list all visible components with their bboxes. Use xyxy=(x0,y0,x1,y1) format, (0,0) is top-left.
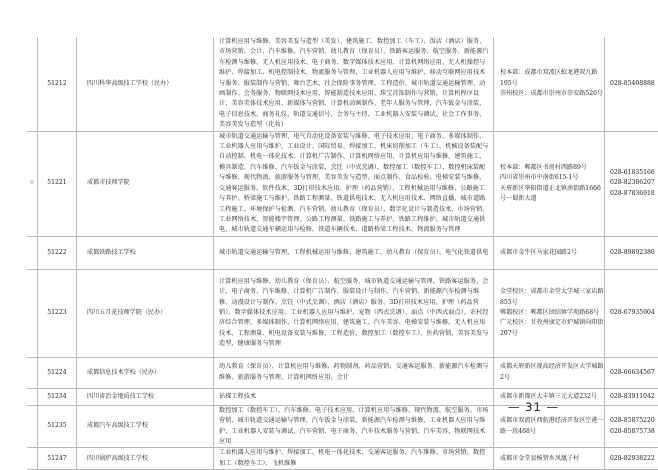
address-cell xyxy=(494,131,605,236)
majors-cell xyxy=(214,448,494,470)
address-cell xyxy=(494,448,605,470)
school-code: 51247 xyxy=(38,448,77,470)
table-row xyxy=(27,357,658,388)
phone-number: 028-82386207 xyxy=(610,178,658,188)
school-code: 51221 xyxy=(38,131,77,236)
phone-cell xyxy=(605,357,658,388)
school-code: 51223 xyxy=(38,269,77,357)
address-line: 成都市金牛区马家花园路2号 xyxy=(500,248,604,258)
school-name: 成都铁路技工学校 xyxy=(77,236,214,269)
address-cell xyxy=(494,37,605,131)
address-cell xyxy=(494,236,605,269)
table-row xyxy=(27,405,658,448)
address-line: 郫都校区：郫都区团结镇学苑路68号 xyxy=(500,308,604,318)
key-school-mark xyxy=(27,269,38,357)
address-line: 四川省崇州市中南街615-1号 xyxy=(500,173,604,183)
table-row xyxy=(27,131,658,236)
majors-cell xyxy=(214,236,494,269)
school-code: 51235 xyxy=(38,405,77,448)
phone-number: 028-85875220 xyxy=(610,416,658,426)
key-school-mark xyxy=(27,405,38,448)
majors-list: 钻探工程技术 xyxy=(219,392,489,402)
phone-cell xyxy=(605,448,658,470)
address-line: 成都天府新区视高经济开发区大学城路2号 xyxy=(500,362,604,383)
key-school-mark xyxy=(27,448,38,470)
phone-cell xyxy=(605,388,658,405)
majors-list: 计算机应用与维修、幼儿教育（保育员）、航空服务、城市轨道交通运输与管理、铁路客运服务、会计、电子商务、汽车维修、计算机广告制作、服装设计与制作、汽车营销、新能源汽车检测与维修、动漫设计与制作、烹饪（中式烹调）、酒店（酒店）服务、3D打印技术应用、护理（药品营销）、数字媒体技术应用、工业机器人应用与维护、宠物（西式烹调）、面点（中西式面点）、农村经济综合管理、多媒体制作、计算机网络应用、建筑施工、汽车美容、电梯安装与维修、无人机应用技术、工程测量、机电设备安装与维修、工程造价、数控加工（数控车工）、医药营销、美容美发与造型、健康服务与管理 xyxy=(219,277,489,350)
school-name: 成都汽车高级技工学校 xyxy=(77,405,214,448)
majors-cell xyxy=(214,405,494,448)
school-table xyxy=(27,37,658,470)
phone-cell xyxy=(605,37,658,131)
majors-cell xyxy=(214,388,494,405)
key-school-mark xyxy=(27,37,38,131)
phone-number: 028-87836918 xyxy=(610,189,658,199)
phone-number: 028-83911042 xyxy=(610,392,658,402)
table-row xyxy=(27,388,658,405)
school-code: 51222 xyxy=(38,236,77,269)
majors-list: 幼儿教育（保育员）、计算机应用与维修、药物制剂、药品营销、交通客运服务、新能源汽车检测与维修、旅游服务与管理、计算机网络应用、会计 xyxy=(219,362,489,383)
phone-cell xyxy=(605,269,658,357)
phone-number: 028-82938222 xyxy=(610,454,658,464)
address-line: 广元校区：甘孜州康定市炉城镇向阳街207号 xyxy=(500,318,604,339)
school-name: 成都信息技术学校（民办） xyxy=(77,357,214,388)
key-school-mark xyxy=(27,357,38,388)
school-table-body xyxy=(27,37,658,470)
majors-list: 计算机应用与维修、美容美发与造型（美发）、建筑施工、数控加工（车工）、饭店（酒店）服务、市场营销、会计、汽车维修、汽车营销、幼儿教育（保育员）、铁路客运服务、航空服务、新能源汽车检测与维修、无人机应用技术、电子商务、数字媒体技术应用、计算机网络应用、无人机操控与维护、焊接加工、机电控制技术、物流服务与管理、工业机器人应用与维护、移动互联网应用技术与服务、服装制作与营销、舞台艺术、社会保险事务管理、工程造价、城市轨道交通运输管理、动画制作、会务服务、物联网技术应用、智能制造技术应用、珠宝首饰制作与营销、计算机程序设计、美容美体技术应用、新媒体与营销、计算机动画制作、老年人服务与管理、汽车钣金与涂装、电子信息技术、商务礼仪、轨道交通信号、会务与主持、工业机器人安装与调试、社会工作事务、美容美发与造型（化妆） xyxy=(219,37,489,131)
table-row xyxy=(27,236,658,269)
majors-cell xyxy=(214,37,494,131)
address-line: 成都市双流区西航港经济开发区空港一路一段468号 xyxy=(500,416,604,437)
phone-cell xyxy=(605,131,658,236)
majors-list: 工业机器人应用与维护、焊接加工、机电一体化技术、交通客运服务、汽车维修、市场营销、数控加工（数控车工）、飞机维修 xyxy=(219,448,489,469)
key-school-mark: ☆ xyxy=(27,131,38,236)
school-code: 51224 xyxy=(38,357,77,388)
school-name: 四川五月花技师学院（民办） xyxy=(77,269,214,357)
address-cell xyxy=(494,357,605,388)
key-school-mark xyxy=(27,236,38,269)
school-code: 51212 xyxy=(38,37,77,131)
school-name: 四川科华高级技工学校（民办） xyxy=(77,37,214,131)
majors-list: 城市轨道交通运输与管理、工程机械运用与维修、建筑施工、幼儿教育（保育员）、电气化铁道供电 xyxy=(219,248,489,258)
phone-number: 028-66634567 xyxy=(610,368,658,378)
address-line: 成都市新都区大丰镇三元大道232号 xyxy=(500,392,604,402)
table-row xyxy=(27,448,658,470)
address-line: 校本部：成都市双流区蛟龙港双九路195号 xyxy=(500,68,604,89)
key-school-mark xyxy=(27,388,38,405)
table-row xyxy=(27,37,658,131)
majors-cell xyxy=(214,131,494,236)
phone-cell xyxy=(605,405,658,448)
address-line: 天府新区华阳街道正北镇南街路1666号一蜀新大道 xyxy=(500,184,604,205)
table-row xyxy=(27,269,658,357)
address-line: 崇州校区：成都市崇州市崇安路526号 xyxy=(500,89,604,99)
address-line: 成都市金堂县杨贤乡凤凰子村 xyxy=(500,454,604,464)
phone-number: 028-89892380 xyxy=(610,248,658,258)
school-name: 四川省冶金地质技工学校 xyxy=(77,388,214,405)
page-number: — 31 — xyxy=(508,400,559,414)
majors-list: 城市轨道交通运输与管理、电气自动化设备安装与维修、电子技术应用、电子商务、多媒体制作、工业机器人应用与维护、工业设计、国际贸易、焊接加工、机床切削加工（车工）、机械设备装配与自动控制、机电一体化技术、计算机广告制作、计算机网络应用、计算机应用与维修、建筑施工、模具制造、汽车维修、汽车钣金与涂装、烹饪（中式烹调）、数控加工（数控车工）、数控机床装配与维修、现代物流、旅游服务与管理、美容美发与造型、面点制作、食品检验、电梯安装与维修、交通客运服务、软件技术、3D打印技术应用、护理（药品营销）、工程机械运用与维修、公路施工与养护、桥梁施工与维护、铁路工程测量、铁道供电技术、无人机应用技术、网络直播、城市道路工程施工、环境保护与检测、汽车营销、幼儿教育（保育员）、数字化设计与制造技术、市场营销、工业网络技术、智能楼宇管理、公路工程测量、铁路施工与养护、铁路工程维护、城市轨道交通供电、城市轨道交通车辆运用与检修、铁道车辆技术、道路桥梁工程技术、物流服务与管理 xyxy=(219,132,489,236)
majors-list: 数控加工（数控车工）、汽车维修、电子技术应用、计算机应用与维修、现代物流、航空服务、市场营销、城市轨道交通运输与管理、汽车钣金与涂装、新能源汽车检测与维修、工业机器人应用与维护、工业机器人安装与调试、汽车营销、电子商务、汽车技术服务与营销、汽车美容、物联网技术应用 xyxy=(219,406,489,448)
majors-cell xyxy=(214,357,494,388)
majors-cell xyxy=(214,269,494,357)
phone-number: 028-61835166 xyxy=(610,168,658,178)
address-cell xyxy=(494,269,605,357)
address-line: 校本部：郫都区书房村西路89号 xyxy=(500,163,604,173)
phone-number: 028-67935904 xyxy=(610,308,658,318)
school-name: 成都市技师学院 xyxy=(77,131,214,236)
address-line: 金堂校区：成都市金堂大学城三家店路855号 xyxy=(500,287,604,308)
school-name: 四川锅炉高级技工学校 xyxy=(77,448,214,470)
phone-number: 028-85875738 xyxy=(610,427,658,437)
phone-number: 028-85408888 xyxy=(610,79,658,89)
school-code: 51234 xyxy=(38,388,77,405)
phone-cell xyxy=(605,236,658,269)
